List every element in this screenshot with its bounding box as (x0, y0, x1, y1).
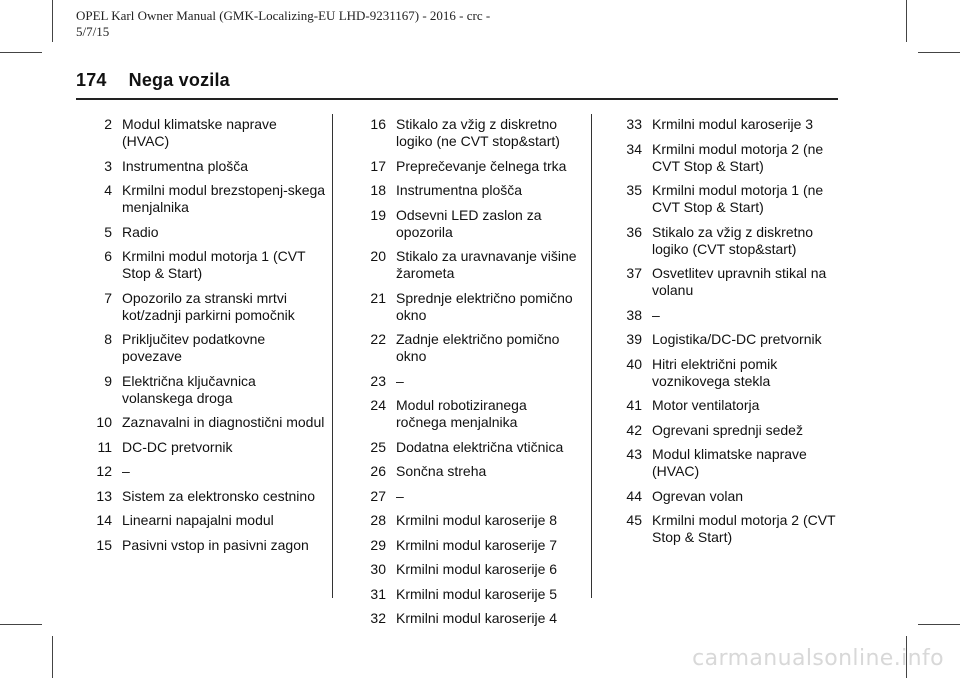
item-text: Instrumentna plošča (122, 157, 249, 174)
item-number: 45 (626, 512, 642, 528)
list-item (76, 537, 326, 554)
item-number: 13 (96, 487, 112, 504)
item-text: Ogrevani sprednji sedež (652, 421, 803, 438)
list-item (606, 116, 846, 133)
list-item (606, 512, 846, 546)
list-item (350, 290, 580, 324)
item-number: 38 (626, 306, 642, 323)
item-text: Krmilni modul motorja 1 (ne CVT Stop & Start) (652, 182, 824, 215)
list-item (76, 439, 326, 456)
item-text: DC-DC pretvornik (122, 438, 233, 455)
list-item (606, 331, 846, 348)
item-text: Stikalo za uravnavanje višine žarometa (396, 248, 577, 281)
list-item (350, 116, 580, 150)
item-number: 24 (370, 397, 386, 413)
crop-mark (906, 0, 907, 42)
item-text: Radio (122, 223, 159, 240)
item-text: Ogrevan volan (652, 487, 744, 504)
item-text: Krmilni modul karoserije 5 (396, 585, 558, 602)
item-text: Priključitev podatkovne povezave (122, 331, 266, 364)
list-item (350, 158, 580, 175)
item-text: Motor ventilatorja (652, 397, 760, 413)
fuse-list-column-1 (76, 116, 326, 561)
column-divider (591, 114, 592, 598)
item-number: 32 (370, 610, 386, 626)
item-number: 21 (370, 289, 386, 306)
item-text: Pasivni vstop in pasivni zagon (122, 536, 309, 553)
item-number: 7 (104, 289, 112, 306)
list-item (350, 610, 580, 627)
item-text: Krmilni modul karoserije 8 (396, 512, 558, 528)
list-item (76, 248, 326, 282)
item-text: Dodatna električna vtičnica (396, 438, 564, 455)
item-number: 34 (626, 140, 642, 157)
item-number: 26 (370, 463, 386, 479)
item-number: 44 (626, 487, 642, 504)
item-text: Zadnje električno pomično okno (396, 331, 560, 364)
list-item (350, 248, 580, 282)
item-text: Krmilni modul motorja 2 (ne CVT Stop & Start) (652, 140, 824, 174)
item-number: 31 (370, 585, 386, 602)
item-number: 12 (96, 463, 112, 479)
list-item (76, 290, 326, 324)
list-item (606, 182, 846, 216)
list-item (76, 463, 326, 480)
list-item (76, 488, 326, 505)
item-number: 37 (626, 265, 642, 281)
item-number: 25 (370, 438, 386, 455)
item-number: 8 (104, 331, 112, 347)
item-number: 5 (104, 223, 112, 240)
item-text: – (396, 372, 404, 389)
item-text: Logistika/DC-DC pretvornik (652, 331, 822, 347)
item-text: Modul klimatske naprave (HVAC) (122, 116, 277, 149)
list-item (76, 182, 326, 216)
item-number: 16 (370, 116, 386, 132)
list-item (350, 586, 580, 603)
heading-rule (76, 98, 838, 100)
item-text: Krmilni modul brezstopenj-skega menjalnika (122, 182, 326, 215)
list-item (606, 397, 846, 414)
item-number: 43 (626, 446, 642, 462)
list-item (606, 422, 846, 439)
list-item (76, 116, 326, 150)
item-text: – (122, 463, 130, 479)
item-number: 6 (104, 248, 112, 264)
list-item (350, 439, 580, 456)
item-number: 40 (626, 355, 642, 372)
list-item (76, 414, 326, 431)
item-number: 11 (97, 438, 112, 455)
print-header-line: OPEL Karl Owner Manual (GMK-Localizing-EU LHD-9231167) - 2016 - crc - (76, 8, 491, 23)
list-item (350, 182, 580, 199)
item-text: Električna ključavnica volanskega droga (122, 372, 256, 406)
item-number: 4 (104, 182, 112, 198)
item-text: Preprečevanje čelnega trka (396, 157, 567, 174)
list-item (350, 463, 580, 480)
list-item (76, 373, 326, 407)
crop-mark (918, 52, 960, 53)
item-number: 27 (370, 487, 386, 504)
item-number: 29 (370, 536, 386, 553)
item-text: Krmilni modul karoserije 6 (396, 561, 558, 577)
list-item (76, 331, 326, 365)
item-text: Opozorilo za stranski mrtvi kot/zadnji parkirni pomočnik (122, 289, 295, 323)
item-text: Instrumentna plošča (396, 182, 523, 198)
list-item (350, 373, 580, 390)
list-item (606, 265, 846, 299)
item-text: Krmilni modul motorja 1 (CVT Stop & Start) (122, 248, 306, 281)
item-number: 35 (626, 182, 642, 198)
crop-mark (0, 52, 42, 53)
item-text: Krmilni modul karoserije 4 (396, 610, 558, 626)
item-text: Sprednje električno pomično okno (396, 289, 573, 323)
list-item (350, 512, 580, 529)
item-text: Odsevni LED zaslon za opozorila (396, 206, 542, 240)
item-text: – (652, 306, 660, 323)
list-item (606, 141, 846, 175)
item-number: 22 (370, 331, 386, 347)
item-number: 23 (370, 372, 386, 389)
item-number: 14 (96, 512, 112, 528)
item-number: 41 (626, 397, 642, 413)
page-title: Nega vozila (128, 70, 230, 90)
item-number: 39 (626, 331, 642, 347)
item-text: Modul robotiziranega ročnega menjalnika (396, 397, 527, 430)
list-item (350, 397, 580, 431)
item-number: 28 (370, 512, 386, 528)
item-number: 19 (370, 206, 386, 223)
list-item (606, 356, 846, 390)
crop-mark (52, 636, 53, 678)
watermark: carmanualsonline.info (692, 646, 944, 671)
list-item (76, 158, 326, 175)
fuse-list-column-3 (606, 116, 846, 554)
item-text: Hitri električni pomik voznikovega stekla (652, 355, 778, 389)
item-number: 10 (96, 414, 112, 430)
item-text: Osvetlitev upravnih stikal na volanu (652, 265, 827, 298)
item-number: 20 (370, 248, 386, 264)
item-number: 2 (104, 116, 112, 132)
print-header-date: 5/7/15 (76, 24, 110, 39)
list-item (606, 488, 846, 505)
item-number: 15 (96, 536, 112, 553)
list-item (606, 307, 846, 324)
column-divider (332, 114, 333, 598)
item-number: 17 (370, 157, 386, 174)
list-item (350, 561, 580, 578)
list-item (350, 537, 580, 554)
crop-mark (0, 624, 42, 625)
item-text: Sončna streha (396, 463, 487, 479)
item-text: Modul klimatske naprave (HVAC) (652, 446, 807, 479)
item-text: Stikalo za vžig z diskretno logiko (ne CVT stop&start) (396, 116, 560, 149)
item-text: Krmilni modul karoserije 3 (652, 116, 814, 132)
item-number: 18 (370, 182, 386, 198)
item-text: Sistem za elektronsko cestnino (122, 487, 315, 504)
item-number: 33 (626, 116, 642, 132)
item-number: 36 (626, 223, 642, 240)
item-number: 3 (104, 157, 112, 174)
item-number: 9 (104, 372, 112, 389)
item-text: – (396, 487, 404, 504)
item-text: Stikalo za vžig z diskretno logiko (CVT stop&start) (652, 223, 814, 257)
item-text: Krmilni modul motorja 2 (CVT Stop & Start) (652, 512, 836, 545)
fuse-list-column-2 (350, 116, 580, 635)
list-item (350, 207, 580, 241)
item-text: Zaznavalni in diagnostični modul (122, 414, 325, 430)
list-item (76, 512, 326, 529)
item-text: Krmilni modul karoserije 7 (396, 536, 558, 553)
page-number: 174 (76, 70, 107, 90)
print-header (76, 8, 490, 40)
crop-mark (918, 624, 960, 625)
list-item (350, 331, 580, 365)
page-heading (76, 70, 230, 91)
list-item (350, 488, 580, 505)
item-number: 30 (370, 561, 386, 577)
item-text: Linearni napajalni modul (122, 512, 274, 528)
crop-mark (52, 0, 53, 42)
list-item (76, 224, 326, 241)
list-item (606, 446, 846, 480)
item-number: 42 (626, 421, 642, 438)
list-item (606, 224, 846, 258)
